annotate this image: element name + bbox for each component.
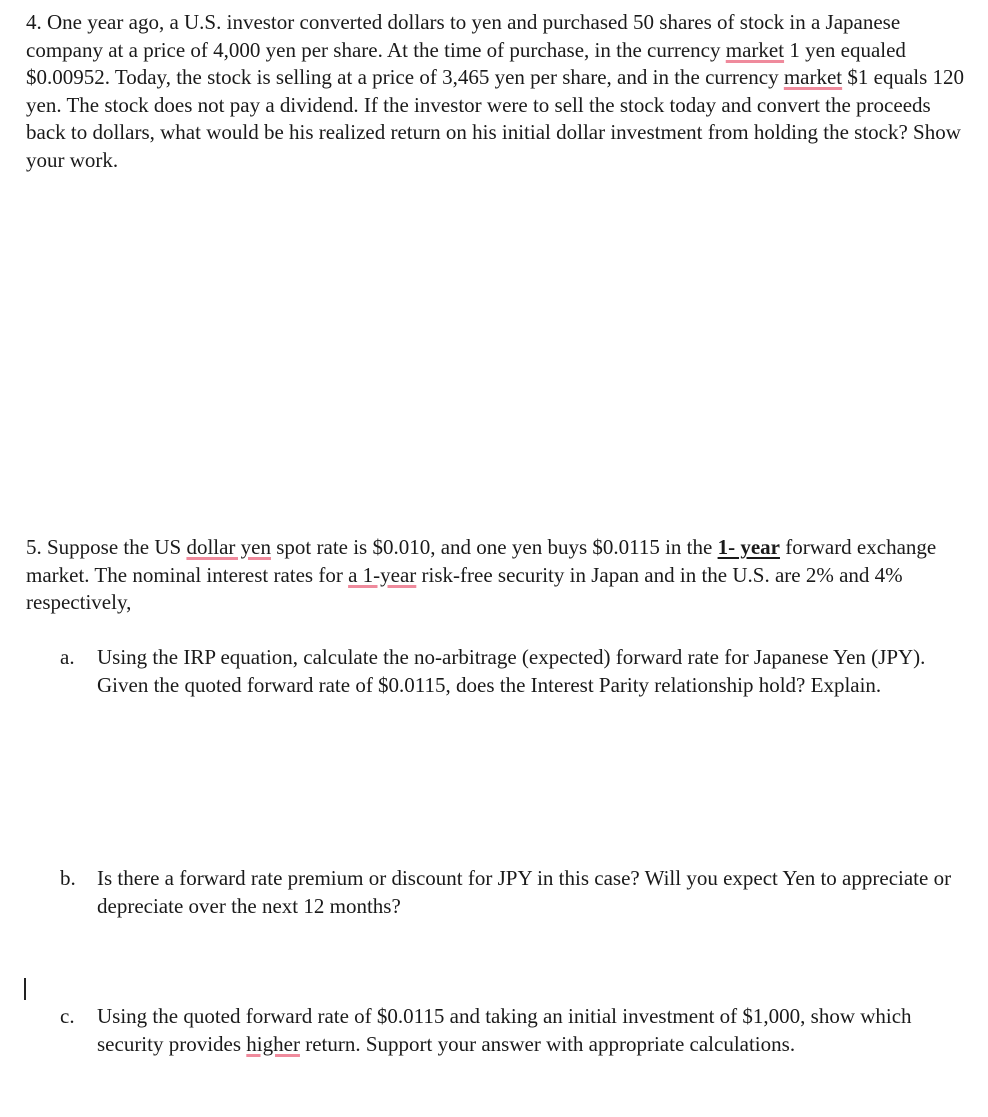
q4-text-2: 1 yen equaled $0.00952. Today, the stock is selling at a price of 3,465 yen per share, and in the currency <box>26 37 906 90</box>
item-label: b. <box>60 866 76 890</box>
q5-text-1: 5. Suppose the US <box>26 535 187 559</box>
item-text: Using the IRP equation, calculate the no-arbitrage (expected) forward rate for Japanese Yen (JPY). Given the quoted forward rate of $0.0115, does the Interest Parity relationship hold? Explain. <box>97 645 926 697</box>
q5c-text-1: Using the quoted forward rate of $0.0115 and taking an initial investment of $1,000, show which security provides <box>97 1004 912 1056</box>
spellcheck-word[interactable]: market <box>725 37 785 62</box>
spellcheck-word[interactable]: market <box>783 65 843 90</box>
question-5b <box>60 865 960 920</box>
question-5 <box>26 534 971 617</box>
question-5c <box>60 1003 960 1058</box>
text-cursor <box>24 978 26 1000</box>
item-label: c. <box>60 1004 75 1028</box>
q4-text-1: 4. One year ago, a U.S. investor converted dollars to yen and purchased 50 shares of stock in a Japanese company at a price of 4,000 yen per share. At the time of purchase, in the currency <box>26 10 901 62</box>
spellcheck-word[interactable]: dollar yen <box>186 535 271 559</box>
item-text <box>97 1003 960 1058</box>
bold-underlined-term: 1- year <box>717 535 780 559</box>
item-text: Is there a forward rate premium or discount for JPY in this case? Will you expect Yen to appreciate or depreciate over the next 12 months? <box>97 866 952 918</box>
question-4 <box>26 9 971 175</box>
spellcheck-word[interactable]: a 1-year <box>348 562 417 587</box>
q4-text-3: $1 equals 120 yen. The stock does not pay a dividend. If the investor were to sell the stock today and convert the proceeds back to dollars, what would be his realized return on his initial dollar investment from holding the stock? Show your work. <box>26 65 965 172</box>
q5-text-3: forward exchange market. The nominal interest rates for <box>26 535 937 587</box>
q5-text-4: risk-free security in Japan and in the U.S. are 2% and 4% respectively, <box>26 562 903 615</box>
q5-text-2: spot rate is $0.010, and one yen buys $0.0115 in the <box>271 535 718 559</box>
question-5a <box>60 644 960 699</box>
q5c-text-2: return. Support your answer with appropriate calculations. <box>299 1031 796 1056</box>
spellcheck-word[interactable]: higher <box>246 1031 300 1056</box>
item-label: a. <box>60 645 75 669</box>
